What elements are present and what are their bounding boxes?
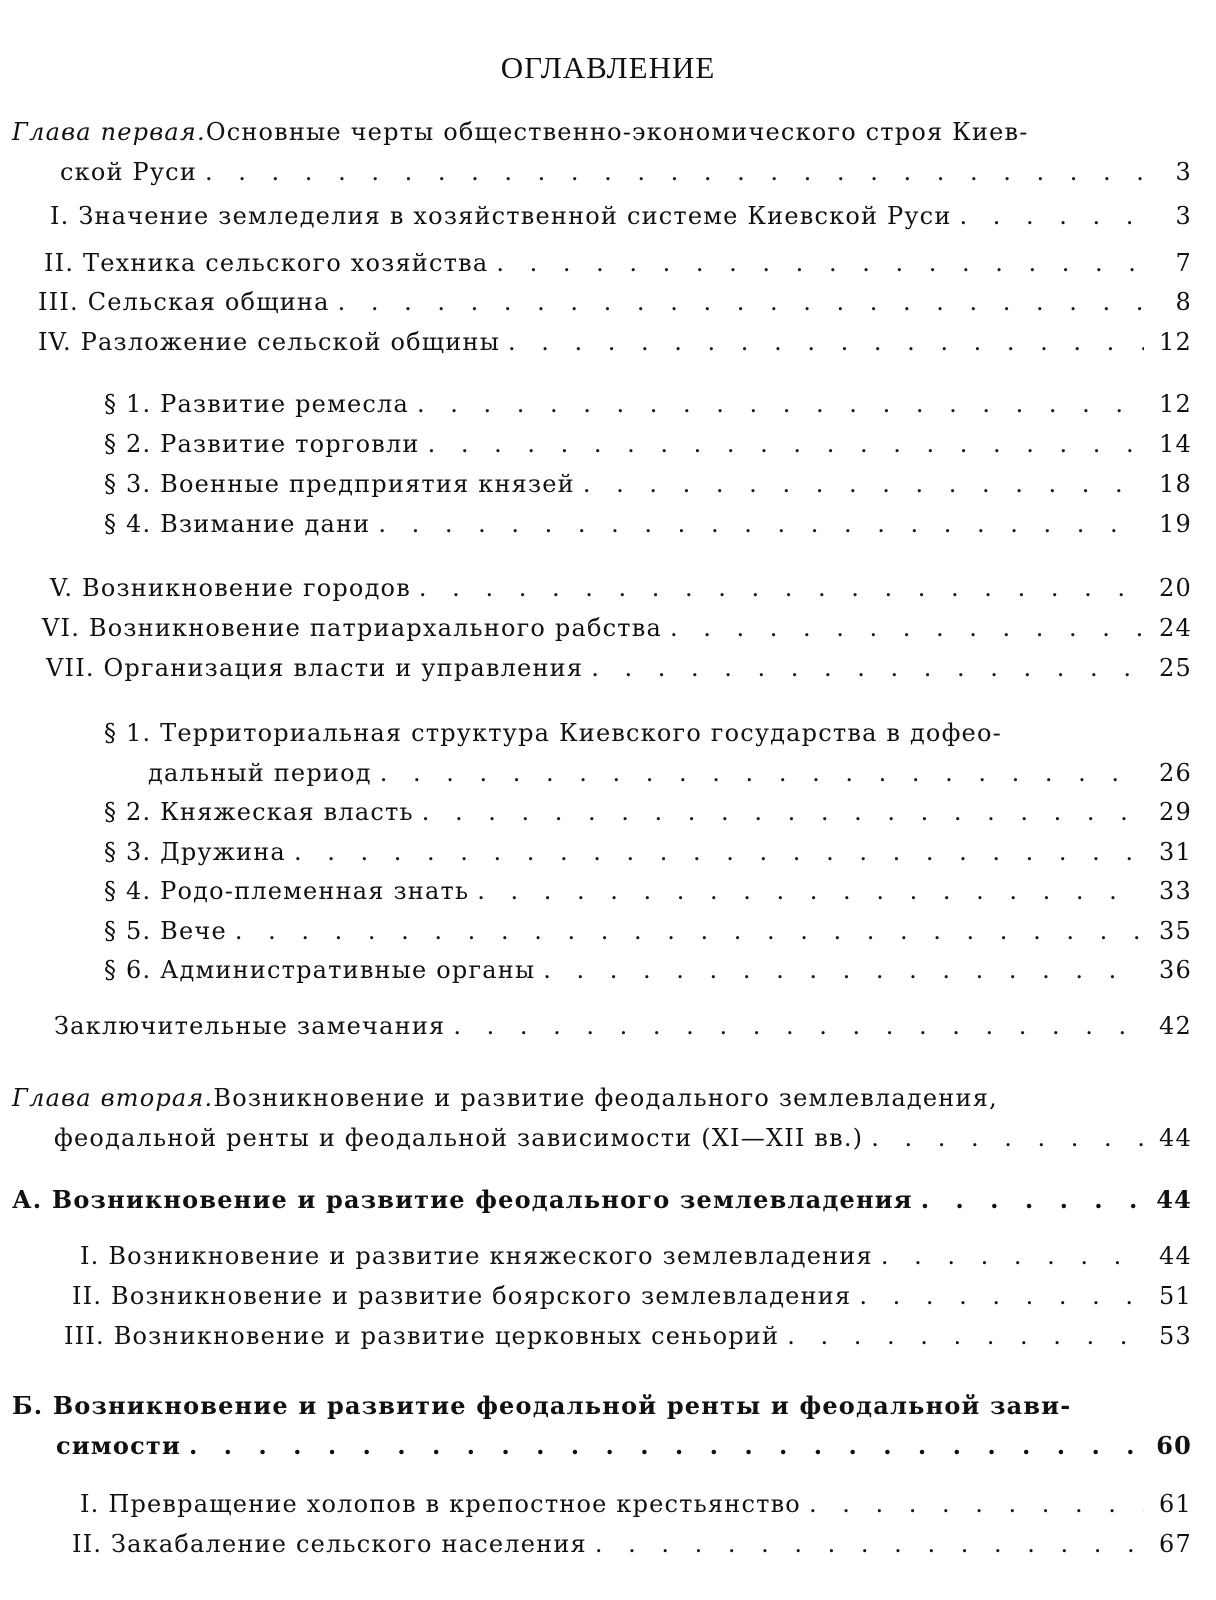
toc-paragraph[interactable]: [104, 464, 1192, 504]
leader-dots: [863, 1118, 1144, 1158]
leader-dots: [575, 464, 1144, 504]
page-number: 26: [1159, 759, 1192, 787]
leader-dots: [500, 322, 1144, 362]
toc-paragraph[interactable]: [104, 832, 1192, 872]
page-number: 8: [1175, 288, 1192, 316]
page-number: 35: [1159, 917, 1192, 945]
toc-section[interactable]: [38, 282, 1192, 322]
chapter-label: Глава вторая.: [12, 1084, 214, 1112]
toc-section[interactable]: [42, 608, 1192, 648]
page-number: 31: [1159, 838, 1192, 866]
leader-dots: [445, 1006, 1144, 1046]
leader-dots: [662, 608, 1144, 648]
page-number: 25: [1159, 654, 1192, 682]
leader-dots: [414, 792, 1144, 832]
toc-section[interactable]: [50, 568, 1192, 608]
entry-text-line2: дальный период: [148, 759, 372, 787]
toc-paragraph[interactable]: [104, 911, 1192, 951]
toc-section[interactable]: [44, 243, 1192, 283]
leader-dots: [330, 282, 1144, 322]
leader-dots: [801, 1484, 1144, 1524]
leader-dots: [286, 832, 1144, 872]
chapter-label: Глава первая.: [12, 118, 206, 146]
leader-dots: [227, 911, 1144, 951]
chapter-title-line2: феодальной ренты и феодальной зависимости (XI—XII вв.): [54, 1124, 864, 1152]
leader-dots: [779, 1316, 1144, 1356]
chapter-title-line2: ской Руси: [60, 158, 198, 186]
page-number: 42: [1159, 1012, 1192, 1040]
toc-section[interactable]: [64, 1316, 1192, 1356]
toc-section[interactable]: [50, 196, 1192, 236]
toc-chapter-1[interactable]: [12, 112, 1192, 192]
entry-text: I. Значение земледелия в хозяйственной системе Киевской Руси: [50, 202, 952, 230]
entry-text: § 5. Вече: [104, 917, 227, 945]
leader-dots: [913, 1180, 1144, 1220]
leader-dots: [583, 648, 1144, 688]
entry-text: I. Возникновение и развитие княжеского землевладения: [80, 1242, 873, 1270]
entry-text: § 6. Административные органы: [104, 956, 536, 984]
leader-dots: [587, 1524, 1144, 1564]
page-number: 12: [1159, 328, 1192, 356]
toc-chapter-2[interactable]: [12, 1078, 1192, 1158]
toc-paragraph[interactable]: [104, 504, 1192, 544]
entry-text: § 4. Родо-племенная знать: [104, 877, 470, 905]
toc-section[interactable]: [72, 1276, 1192, 1316]
leader-dots: [851, 1276, 1144, 1316]
leader-dots: [411, 568, 1144, 608]
page-number: 44: [1156, 1185, 1192, 1214]
entry-text: § 3. Военные предприятия князей: [104, 470, 575, 498]
toc-paragraph[interactable]: [104, 871, 1192, 911]
page-number: 67: [1159, 1530, 1192, 1558]
page-number: 3: [1175, 158, 1192, 186]
leader-dots: [197, 152, 1144, 192]
entry-text: § 3. Дружина: [104, 838, 286, 866]
leader-dots: [535, 950, 1144, 990]
entry-text-line2: симости: [56, 1431, 181, 1460]
page-number: 61: [1159, 1490, 1192, 1518]
page-number: 33: [1159, 877, 1192, 905]
entry-text: II. Закабаление сельского населения: [72, 1530, 587, 1558]
entry-text: § 2. Развитие торговли: [104, 430, 420, 458]
leader-dots: [409, 384, 1144, 424]
leader-dots: [372, 753, 1144, 793]
toc-section[interactable]: [72, 1524, 1192, 1564]
toc-section[interactable]: [46, 648, 1192, 688]
toc-section[interactable]: [38, 322, 1192, 362]
entry-text: III. Возникновение и развитие церковных сеньорий: [64, 1322, 780, 1350]
toc-paragraph[interactable]: [104, 792, 1192, 832]
leader-dots: [469, 871, 1144, 911]
toc-paragraph[interactable]: [104, 424, 1192, 464]
toc-part-a[interactable]: [12, 1180, 1192, 1220]
page-number: 14: [1159, 430, 1192, 458]
leader-dots: [873, 1236, 1144, 1276]
page-number: 24: [1159, 614, 1192, 642]
page-number: 51: [1159, 1282, 1192, 1310]
page-number: 12: [1159, 390, 1192, 418]
entry-text: § 4. Взимание дани: [104, 510, 371, 538]
entry-text: II. Возникновение и развитие боярского землевладения: [72, 1282, 852, 1310]
entry-text: А. Возникновение и развитие феодального землевладения: [12, 1185, 913, 1214]
page-number: 20: [1159, 574, 1192, 602]
leader-dots: [370, 504, 1144, 544]
toc-paragraph[interactable]: [104, 950, 1192, 990]
page-number: 44: [1159, 1124, 1192, 1152]
leader-dots: [420, 424, 1144, 464]
entry-text: I. Превращение холопов в крепостное крестьянство: [80, 1490, 801, 1518]
toc-section[interactable]: [80, 1236, 1192, 1276]
toc-paragraph[interactable]: [104, 713, 1192, 793]
entry-text: § 1. Развитие ремесла: [104, 390, 409, 418]
toc-part-b[interactable]: [12, 1386, 1192, 1466]
toc-concluding-remarks[interactable]: [54, 1006, 1192, 1046]
page-title: ОГЛАВЛЕНИЕ: [500, 50, 716, 85]
leader-dots: [181, 1426, 1144, 1466]
page-number: 7: [1175, 249, 1192, 277]
entry-text-line1: Б. Возникновение и развитие феодальной ренты и феодальной зави-: [12, 1391, 1072, 1420]
toc-section[interactable]: [80, 1484, 1192, 1524]
page-number: 18: [1159, 470, 1192, 498]
page-number: 44: [1159, 1242, 1192, 1270]
entry-text: Заключительные замечания: [54, 1012, 446, 1040]
entry-text: VI. Возникновение патриархального рабства: [42, 614, 662, 642]
chapter-title-line1: Основные черты общественно-экономического строя Киев-: [205, 118, 1029, 146]
leader-dots: [488, 243, 1144, 283]
page-number: 53: [1159, 1322, 1192, 1350]
entry-text-line1: § 1. Территориальная структура Киевского государства в дофео-: [104, 719, 1002, 747]
entry-text: VII. Организация власти и управления: [46, 654, 584, 682]
entry-text: II. Техника сельского хозяйства: [44, 249, 489, 277]
entry-text: III. Сельская община: [38, 288, 330, 316]
page-number: 3: [1175, 202, 1192, 230]
page-number: 29: [1159, 798, 1192, 826]
entry-text: V. Возникновение городов: [50, 574, 411, 602]
entry-text: IV. Разложение сельской общины: [38, 328, 500, 356]
toc-paragraph[interactable]: [104, 384, 1192, 424]
leader-dots: [952, 196, 1144, 236]
entry-text: § 2. Княжеская власть: [104, 798, 414, 826]
page-number: 60: [1156, 1431, 1192, 1460]
page-number: 36: [1159, 956, 1192, 984]
chapter-title-line1: Возникновение и развитие феодального землевладения,: [213, 1084, 998, 1112]
page-number: 19: [1159, 510, 1192, 538]
